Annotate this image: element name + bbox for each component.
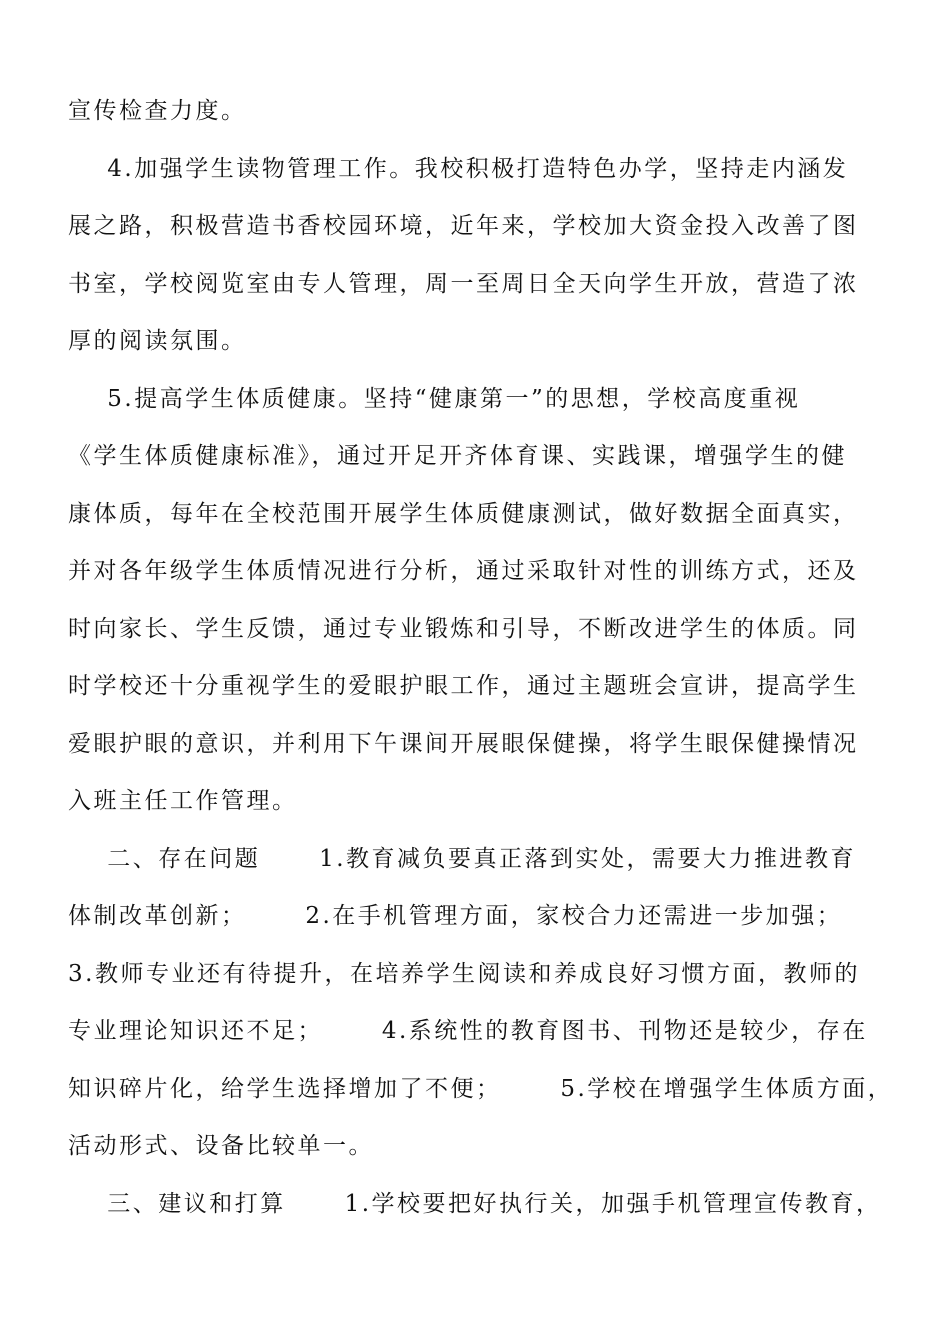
text-line: 书室，学校阅览室由专人管理，周一至周日全天向学生开放，营造了浓: [68, 270, 859, 297]
text-line: 时向家长、学生反馈，通过专业锻炼和引导，不断改进学生的体质。同: [68, 615, 859, 642]
text-line: 康体质，每年在全校范围开展学生体质健康测试，做好数据全面真实，: [68, 500, 859, 527]
text-line: 5.提高学生体质健康。坚持“健康第一”的思想，学校高度重视: [68, 385, 801, 412]
text-line: 《学生体质健康标准》，通过开足开齐体育课、实践课，增强学生的健: [68, 443, 847, 469]
text-line: 4.加强学生读物管理工作。我校积极打造特色办学，坚持走内涵发: [68, 155, 849, 182]
text-line: 3.教师专业还有待提升，在培养学生阅读和养成良好习惯方面，教师的: [68, 960, 860, 987]
text-line: 厚的阅读氛围。: [68, 328, 247, 354]
text-line: 展之路，积极营造书香校园环境，近年来，学校加大资金投入改善了图: [68, 213, 859, 239]
text-line: 入班主任工作管理。: [68, 788, 298, 814]
text-line: 爱眼护眼的意识，并利用下午课间开展眼保健操，将学生眼保健操情况: [68, 730, 859, 757]
text-line: 三、建议和打算 1.学校要把好执行关，加强手机管理宣传教育，: [68, 1190, 882, 1217]
text-line: 知识碎片化，给学生选择增加了不便； 5.学校在增强学生体质方面，: [68, 1075, 894, 1102]
text-line: 宣传检查力度。: [68, 98, 247, 124]
document-body: [68, 83, 894, 1233]
text-line: 活动形式、设备比较单一。: [68, 1133, 374, 1159]
text-line: 专业理论知识还不足； 4.系统性的教育图书、刊物还是较少，存在: [68, 1018, 868, 1044]
text-line: 二、存在问题 1.教育减负要真正落到实处，需要大力推进教育: [68, 845, 857, 872]
text-line: 并对各年级学生体质情况进行分析，通过采取针对性的训练方式，还及: [68, 558, 859, 584]
text-line: 体制改革创新； 2.在手机管理方面，家校合力还需进一步加强；: [68, 903, 843, 929]
text-line: 时学校还十分重视学生的爱眼护眼工作，通过主题班会宣讲，提高学生: [68, 673, 859, 699]
